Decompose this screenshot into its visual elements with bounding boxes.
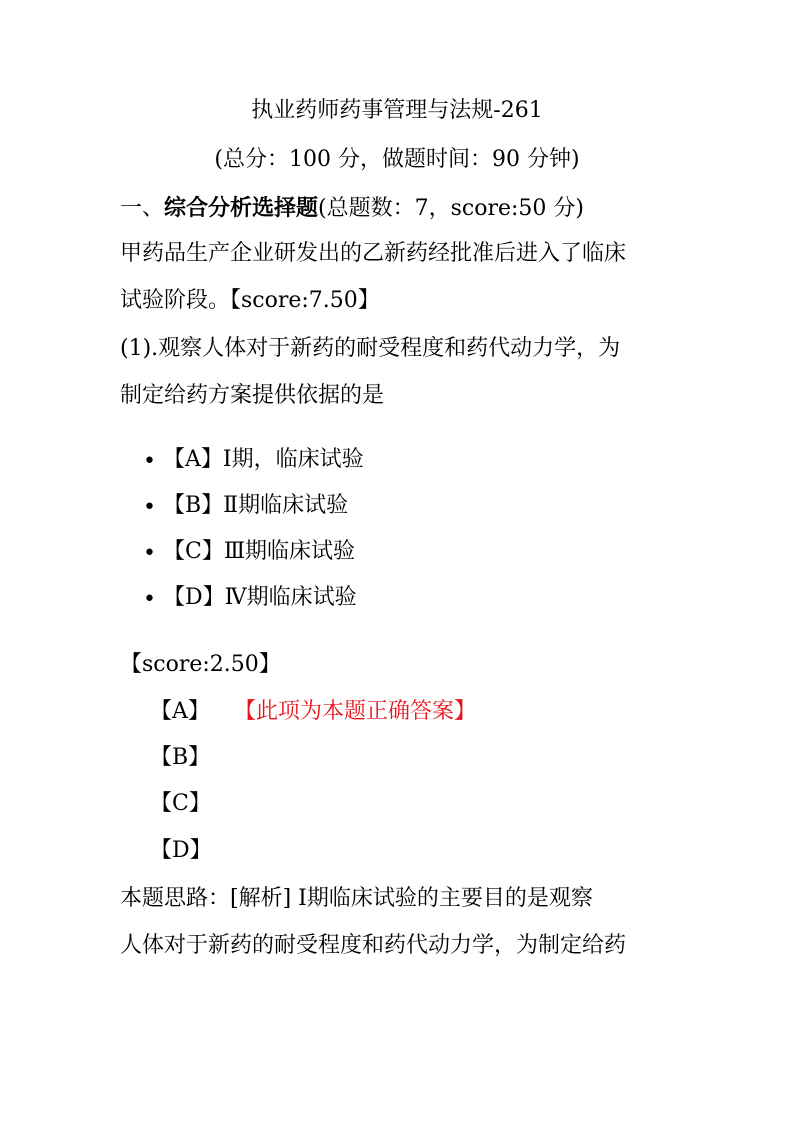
bullet-icon: • [143,587,156,612]
document-title: 执业药师药事管理与法规-261 [251,98,543,123]
bullet-icon: • [143,541,156,566]
section-heading [120,193,584,224]
answer-label-b: 【B】 [150,745,211,770]
section-heading-prefix: 一、 [120,196,165,221]
question-line-2: 制定给药方案提供依据的是 [120,383,385,408]
option-c: 【C】Ⅲ期临床试验 [163,539,356,564]
stem-line-1: 甲药品生产企业研发出的乙新药经批准后进入了临床 [120,241,627,266]
option-b: 【B】Ⅱ期临床试验 [163,493,349,518]
section-heading-meta: (总题数：7，score:50 分) [318,196,584,221]
answer-label-d: 【D】 [150,838,212,863]
stem-line-2: 试验阶段。【score:7.50】 [120,288,380,313]
answer-label-a: 【A】 [150,699,210,724]
bullet-icon: • [143,449,156,474]
section-heading-title: 综合分析选择题 [164,195,319,221]
answer-label-c: 【C】 [150,791,211,816]
document-subtitle: (总分：100 分，做题时间：90 分钟) [214,147,580,172]
question-line-1: (1).观察人体对于新药的耐受程度和药代动力学，为 [120,336,621,361]
option-a: 【A】Ⅰ期，临床试验 [163,447,364,472]
explanation-line-2: 人体对于新药的耐受程度和药代动力学，为制定给药 [120,933,627,958]
bullet-icon: • [143,495,156,520]
option-d: 【D】Ⅳ期临床试验 [163,585,357,610]
explanation-line-1: 本题思路：[解析] Ⅰ期临床试验的主要目的是观察 [120,886,593,911]
answer-score: 【score:2.50】 [120,652,281,677]
correct-answer-marker: 【此项为本题正确答案】 [234,699,477,724]
